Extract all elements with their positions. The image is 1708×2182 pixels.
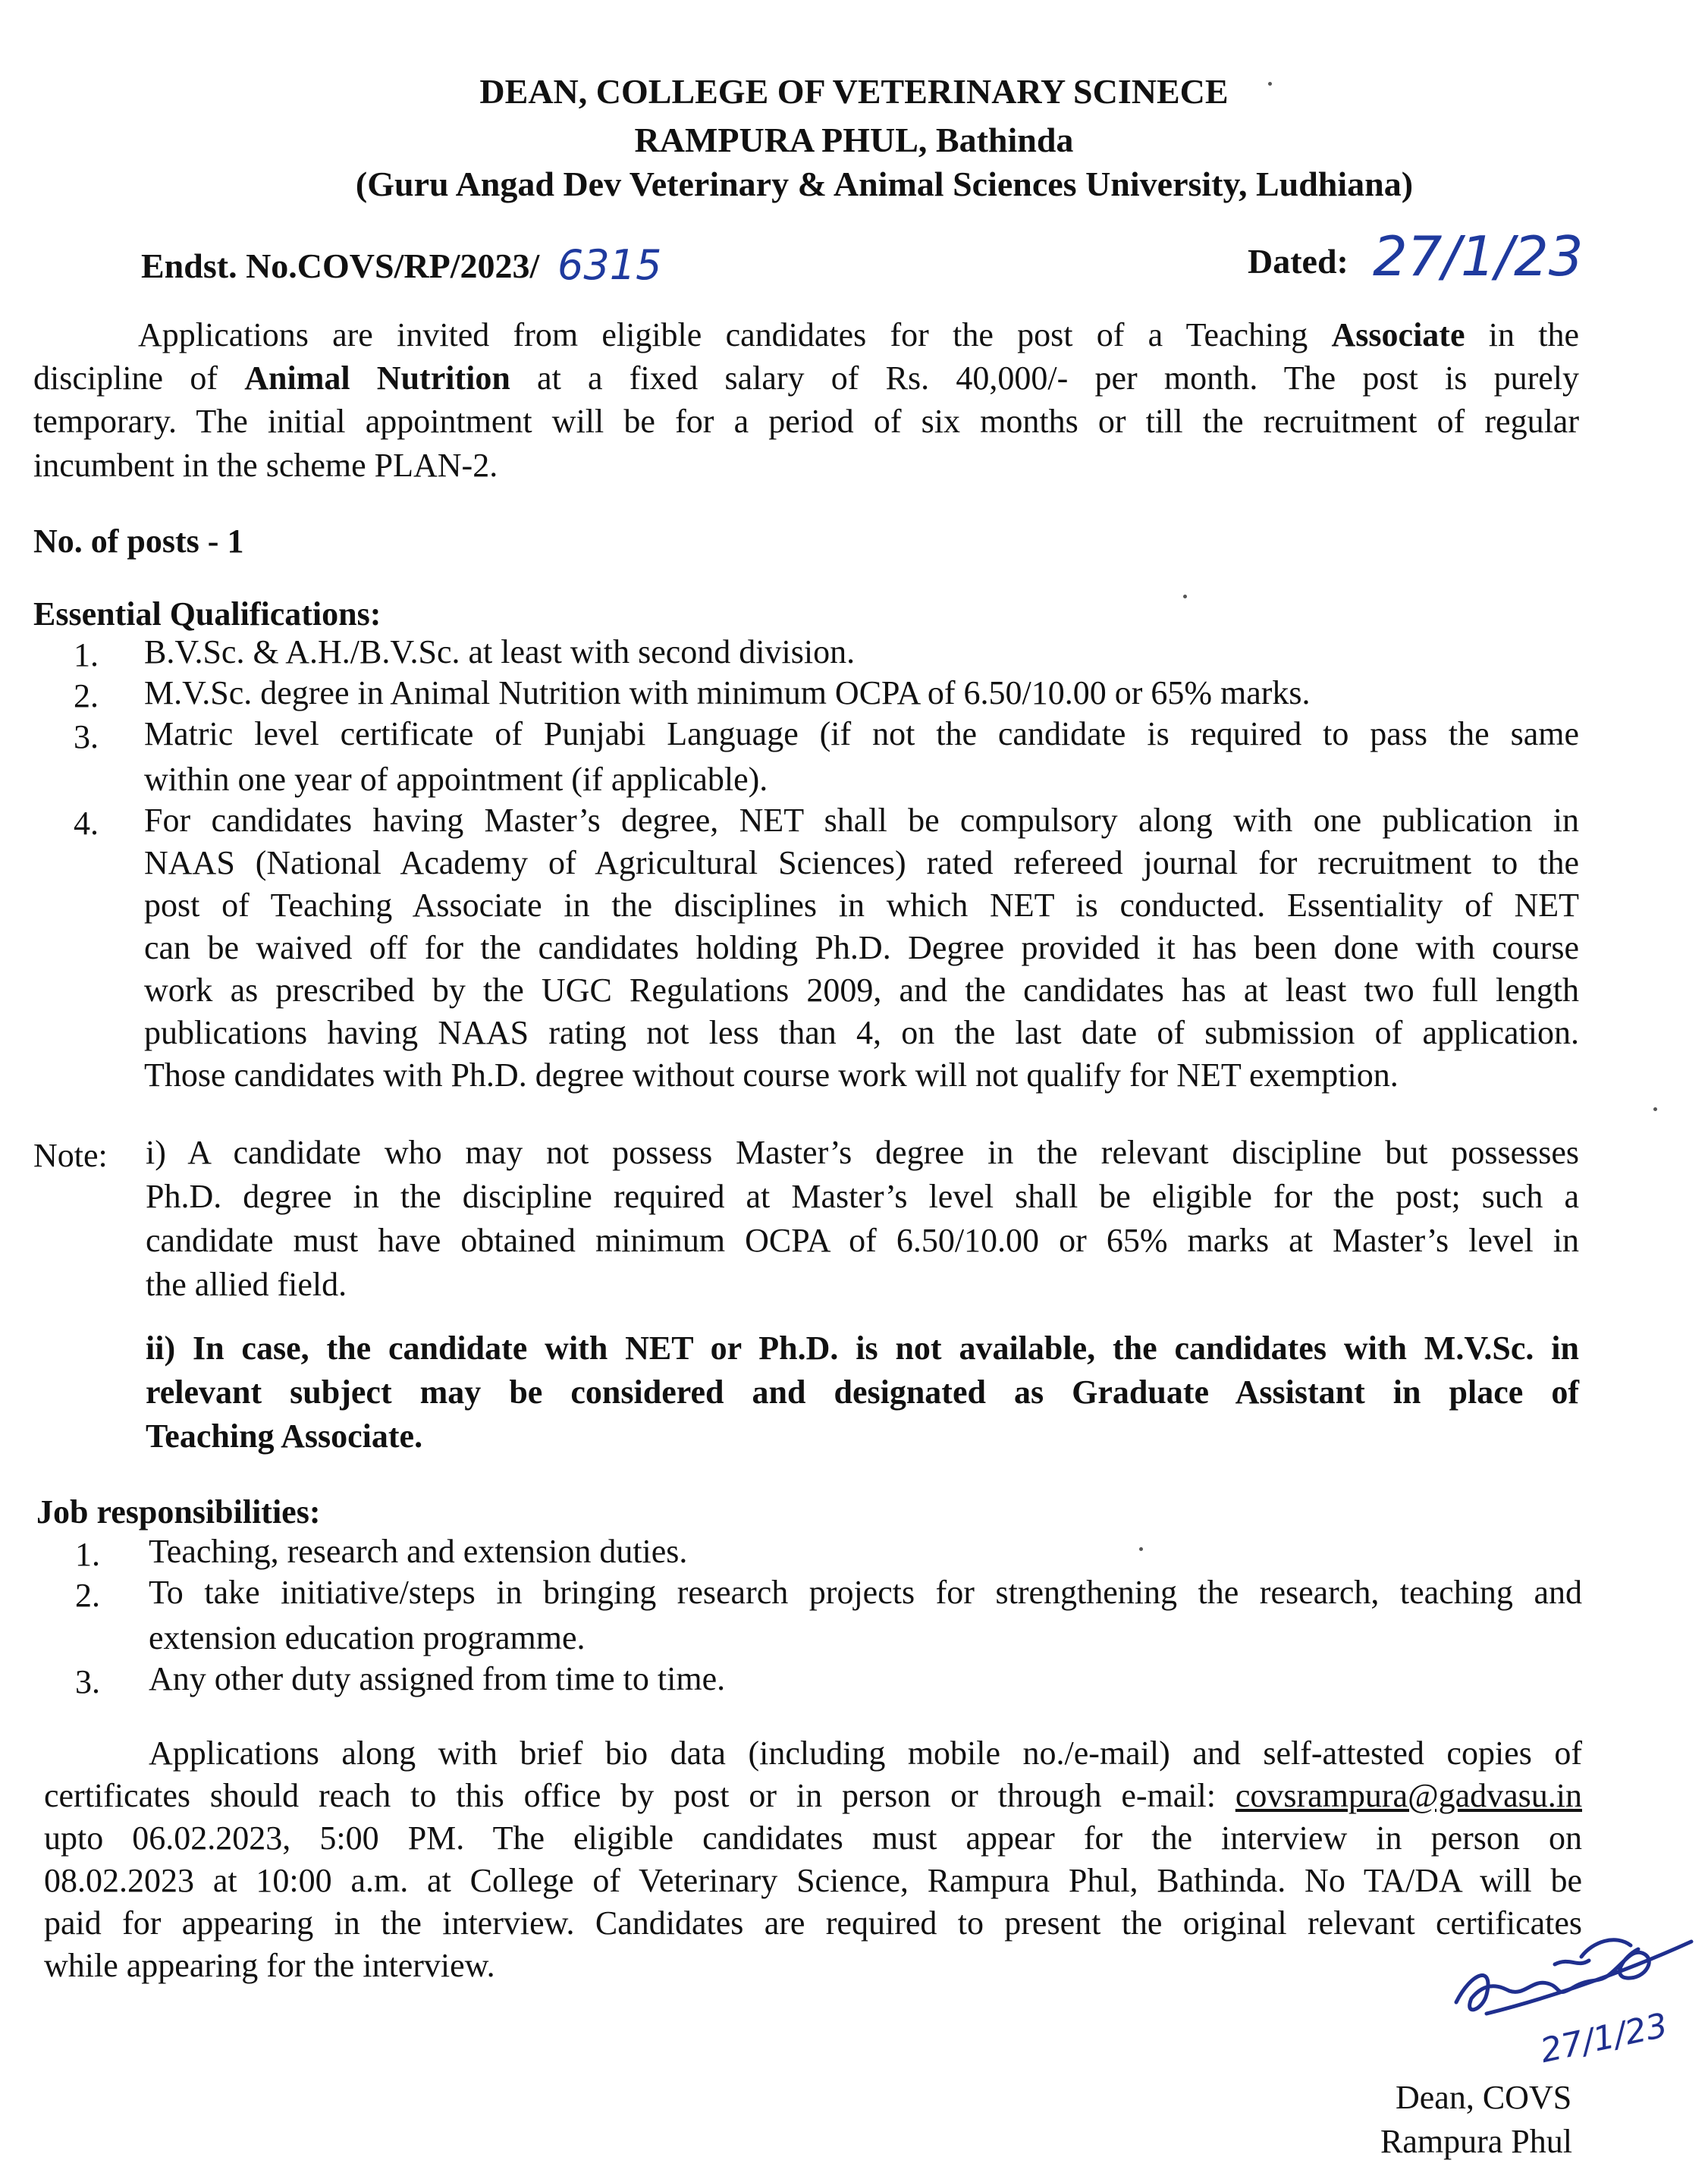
resp-item-2-line-1: To take initiative/steps in bringing research projects for strengthening the research, teaching and: [149, 1574, 1582, 1611]
intro-line-3: temporary. The initial appointment will be for a period of six months or till the recruitment of regular: [33, 403, 1579, 440]
applications-line-4: 08.02.2023 at 10:00 a.m. at College of Veterinary Science, Rampura Phul, Bathinda. No TA/DA will be: [44, 1862, 1582, 1899]
note-i-line-3: candidate must have obtained minimum OCPA of 6.50/10.00 or 65% marks at Master’s level in: [146, 1222, 1579, 1259]
resp-item-2-line-2: extension education programme.: [149, 1619, 586, 1656]
note-i-line-2: Ph.D. degree in the discipline required at Master’s level shall be eligible for the post; such a: [146, 1178, 1579, 1215]
qual-item-4-line-4: can be waived off for the candidates holding Ph.D. Degree provided it has been done with course: [144, 929, 1579, 966]
qual-item-3-line-2: within one year of appointment (if applicable).: [144, 761, 768, 798]
note-ii-line-1: ii) In case, the candidate with NET or Ph.D. is not available, the candidates with M.V.Sc. in: [146, 1330, 1579, 1367]
intro-line-4: incumbent in the scheme PLAN-2.: [33, 447, 498, 484]
scan-speck: [1653, 1107, 1657, 1111]
resp-number-2: 2.: [75, 1577, 100, 1614]
qual-number-4: 4.: [74, 805, 99, 842]
header-line-3: (Guru Angad Dev Veterinary & Animal Sciences University, Ludhiana): [355, 165, 1414, 203]
qual-number-2: 2.: [74, 677, 99, 714]
applications-line-2: certificates should reach to this office by post or in person or through e-mail: covsrampura@gadvasu.in: [44, 1777, 1582, 1814]
scan-speck: [1183, 595, 1187, 598]
qual-item-2: M.V.Sc. degree in Animal Nutrition with minimum OCPA of 6.50/10.00 or 65% marks.: [144, 674, 1311, 711]
qual-item-4-line-7: Those candidates with Ph.D. degree without course work will not qualify for NET exemption.: [144, 1056, 1399, 1094]
signatory-title: Dean, COVS: [1396, 2079, 1572, 2116]
scan-speck: [1268, 82, 1272, 86]
qual-item-1: B.V.Sc. & A.H./B.V.Sc. at least with second division.: [144, 633, 856, 670]
posts-count: No. of posts - 1: [33, 523, 244, 560]
dated-handwritten: 27/1/23: [1373, 224, 1584, 288]
responsibilities-heading: Job responsibilities:: [36, 1493, 321, 1531]
note-ii-line-2: relevant subject may be considered and designated as Graduate Assistant in place of: [146, 1374, 1579, 1411]
note-ii-line-3: Teaching Associate.: [146, 1418, 423, 1455]
qual-item-3-line-1: Matric level certificate of Punjabi Language (if not the candidate is required to pass the same: [144, 715, 1579, 752]
resp-number-1: 1.: [75, 1536, 100, 1573]
endst-number: [141, 246, 540, 285]
qual-item-4-line-5: work as prescribed by the UGC Regulations 2009, and the candidates has at least two full length: [144, 972, 1579, 1009]
header-line-1: DEAN, COLLEGE OF VETERINARY SCINECE: [479, 72, 1229, 111]
contact-email-link[interactable]: covsrampura@gadvasu.in: [1235, 1777, 1582, 1814]
resp-item-3: Any other duty assigned from time to time.: [149, 1660, 726, 1697]
qual-item-4-line-6: publications having NAAS rating not less than 4, on the last date of submission of application.: [144, 1014, 1579, 1051]
qual-number-3: 3.: [74, 718, 99, 755]
endst-label: Endst. No.COVS/RP/2023/: [141, 246, 540, 285]
applications-line-3: upto 06.02.2023, 5:00 PM. The eligible candidates must appear for the interview in person on: [44, 1819, 1582, 1857]
qual-item-4-line-3: post of Teaching Associate in the disciplines in which NET is conducted. Essentiality of NET: [144, 887, 1579, 924]
resp-item-1: Teaching, research and extension duties.: [149, 1533, 688, 1570]
dated-label: Dated:: [1248, 242, 1349, 281]
signature-date-handwritten: 27/1/23: [1537, 2005, 1672, 2071]
resp-number-3: 3.: [75, 1663, 100, 1700]
qual-item-4-line-2: NAAS (National Academy of Agricultural Sciences) rated refereed journal for recruitment to the: [144, 844, 1579, 881]
applications-line-6: while appearing for the interview.: [44, 1947, 495, 1984]
intro-line-1: Applications are invited from eligible candidates for the post of a Teaching Associate in the: [138, 316, 1580, 353]
note-label: Note:: [33, 1137, 108, 1174]
note-i-line-4: the allied field.: [146, 1266, 347, 1303]
applications-line-5: paid for appearing in the interview. Candidates are required to present the original relevant certificates: [44, 1904, 1582, 1942]
intro-line-2: discipline of Animal Nutrition at a fixed salary of Rs. 40,000/- per month. The post is purely: [33, 359, 1580, 397]
header-line-2: RAMPURA PHUL, Bathinda: [634, 121, 1074, 159]
scan-speck: [1139, 1547, 1143, 1551]
qualifications-heading: Essential Qualifications:: [33, 595, 381, 633]
qual-number-1: 1.: [74, 636, 99, 673]
applications-line-1: Applications along with brief bio data (including mobile no./e-mail) and self-attested copies of: [149, 1735, 1582, 1772]
signatory-place: Rampura Phul: [1380, 2123, 1572, 2160]
note-i-line-1: i) A candidate who may not possess Master’s degree in the relevant discipline but possesses: [146, 1134, 1579, 1171]
endst-handwritten-number: 6315: [557, 241, 662, 289]
qual-item-4-line-1: For candidates having Master’s degree, NET shall be compulsory along with one publication in: [144, 802, 1579, 839]
